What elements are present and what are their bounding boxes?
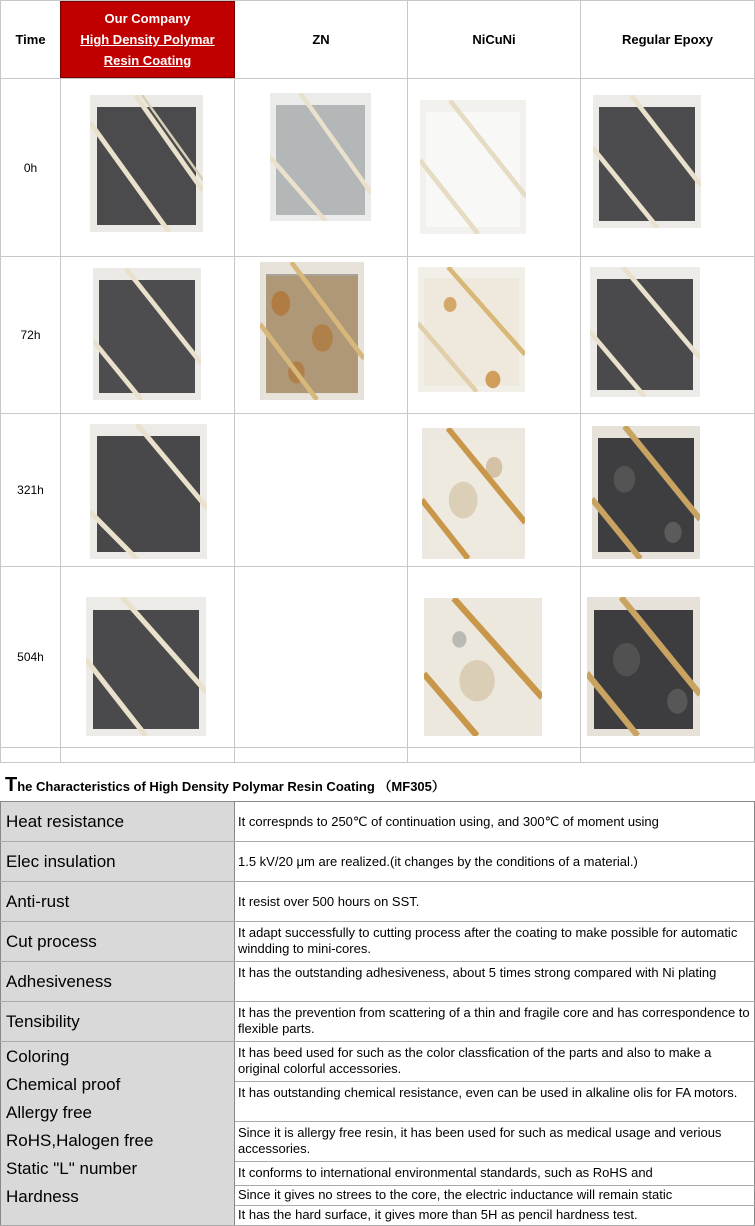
sample-photo-zn-0h bbox=[270, 93, 371, 221]
regular-epoxy-header-label: Regular Epoxy bbox=[621, 32, 714, 47]
characteristic-desc-heat-resistance bbox=[235, 802, 754, 841]
characteristic-label-coloring: Coloring bbox=[6, 1047, 70, 1066]
characteristic-desc: Since it gives no strees to the core, the electric inductance will remain static bbox=[238, 1187, 673, 1202]
characteristics-title-text: he Characteristics of High Density Polymar Resin Coating （MF305） bbox=[17, 778, 445, 794]
sample-photo-our-company-321h bbox=[90, 424, 207, 559]
time-cell-321h bbox=[1, 414, 60, 566]
characteristics-title bbox=[5, 770, 755, 800]
characteristic-desc-hardness bbox=[235, 1206, 754, 1225]
sample-photo-zn-72h bbox=[260, 262, 364, 400]
characteristic-desc: It adapt successfully to cutting process after the coating to make possible for automatic windding to mini-cores. bbox=[238, 925, 738, 956]
our-company-product-line1: High Density Polymar bbox=[80, 32, 215, 47]
characteristic-label: Heat resistance bbox=[6, 811, 125, 831]
characteristic-desc-coloring bbox=[235, 1042, 754, 1081]
characteristic-desc: It has the prevention from scattering of a thin and fragile core and has correspondence to flexible parts. bbox=[238, 1005, 750, 1036]
our-company-column-header bbox=[60, 1, 235, 78]
our-company-product-line2: Resin Coating bbox=[103, 53, 192, 68]
characteristic-label: Elec insulation bbox=[6, 851, 116, 871]
characteristic-desc-chemical-proof bbox=[235, 1082, 754, 1121]
characteristic-label-elec-insulation bbox=[1, 842, 235, 881]
characteristic-desc: It has the outstanding adhesiveness, about 5 times strong compared with Ni plating bbox=[238, 965, 717, 980]
characteristic-desc-cut-process bbox=[235, 922, 754, 961]
nicuni-column-header bbox=[408, 1, 580, 78]
time-label: 504h bbox=[17, 650, 44, 664]
characteristic-desc: It correspnds to 250℃ of continuation using, and 300℃ of moment using bbox=[238, 813, 659, 829]
time-header-label: Time bbox=[15, 32, 46, 47]
characteristic-desc: It has the hard surface, it gives more than 5H as pencil hardness test. bbox=[238, 1207, 638, 1222]
sample-photo-nicuni-72h bbox=[418, 267, 525, 392]
characteristic-label: Cut process bbox=[6, 931, 97, 951]
characteristic-label: Adhesiveness bbox=[6, 971, 112, 991]
characteristic-desc-elec-insulation bbox=[235, 842, 754, 881]
sample-photo-regular-epoxy-321h bbox=[592, 426, 700, 559]
sample-photo-nicuni-504h bbox=[424, 598, 542, 736]
sample-photo-our-company-504h bbox=[86, 597, 206, 736]
characteristic-desc-anti-rust bbox=[235, 882, 754, 921]
characteristic-label-allergy-free: Allergy free bbox=[6, 1103, 92, 1122]
characteristic-label-static-l-number: Static "L" number bbox=[6, 1159, 138, 1178]
characteristic-desc-tensibility bbox=[235, 1002, 754, 1041]
characteristic-desc-static-l bbox=[235, 1186, 754, 1205]
regular-epoxy-column-header bbox=[581, 1, 754, 78]
sample-photo-nicuni-321h bbox=[422, 428, 525, 559]
characteristic-labels-group bbox=[1, 1042, 235, 1225]
characteristic-label-tensibility bbox=[1, 1002, 235, 1041]
time-column-header bbox=[1, 1, 60, 78]
characteristic-label: Tensibility bbox=[6, 1011, 80, 1031]
nicuni-header-label: NiCuNi bbox=[472, 32, 516, 47]
characteristic-label-heat-resistance bbox=[1, 802, 235, 841]
characteristics-title-initial: T bbox=[5, 773, 18, 796]
sample-photo-regular-epoxy-72h bbox=[590, 267, 700, 397]
time-cell-0h bbox=[1, 79, 60, 256]
characteristic-label-anti-rust bbox=[1, 882, 235, 921]
our-company-label: Our Company bbox=[104, 11, 191, 26]
characteristic-desc: It has beed used for such as the color classfication of the parts and also to make a original colorful accessories. bbox=[238, 1045, 712, 1076]
sample-photo-regular-epoxy-504h bbox=[587, 597, 700, 736]
sample-photo-regular-epoxy-0h bbox=[593, 95, 701, 228]
sample-photo-our-company-72h bbox=[93, 268, 201, 400]
characteristic-desc-adhesiveness bbox=[235, 962, 754, 1001]
sample-photo-nicuni-0h bbox=[420, 100, 526, 234]
zn-header-label: ZN bbox=[312, 32, 330, 47]
time-label: 0h bbox=[23, 160, 38, 175]
characteristic-label-chemical-proof: Chemical proof bbox=[6, 1075, 121, 1094]
characteristic-desc: 1.5 kV/20 μm are realized.(it changes by the conditions of a material.) bbox=[238, 853, 638, 869]
time-label: 321h bbox=[17, 483, 44, 497]
characteristic-label-cut-process bbox=[1, 922, 235, 961]
characteristic-label-rohs-halogen-free: RoHS,Halogen free bbox=[6, 1131, 154, 1150]
time-cell-504h bbox=[1, 567, 60, 747]
time-label: 72h bbox=[20, 328, 41, 342]
characteristic-label-hardness: Hardness bbox=[6, 1187, 79, 1206]
characteristic-label-adhesiveness bbox=[1, 962, 235, 1001]
sample-photo-our-company-0h bbox=[90, 95, 203, 232]
characteristic-label: Anti-rust bbox=[6, 891, 70, 911]
characteristic-desc-allergy-free bbox=[235, 1122, 754, 1161]
characteristic-desc: It conforms to international environmental standards, such as RoHS and bbox=[238, 1165, 653, 1180]
characteristic-desc: It has outstanding chemical resistance, even can be used in alkaline olis for FA motors. bbox=[238, 1085, 738, 1100]
characteristic-desc: Since it is allergy free resin, it has been used for such as medical usage and verious accessories. bbox=[238, 1125, 722, 1156]
characteristic-desc: It resist over 500 hours on SST. bbox=[238, 893, 420, 909]
zn-column-header bbox=[235, 1, 407, 78]
characteristic-desc-rohs bbox=[235, 1162, 754, 1185]
time-cell-72h bbox=[1, 257, 60, 413]
